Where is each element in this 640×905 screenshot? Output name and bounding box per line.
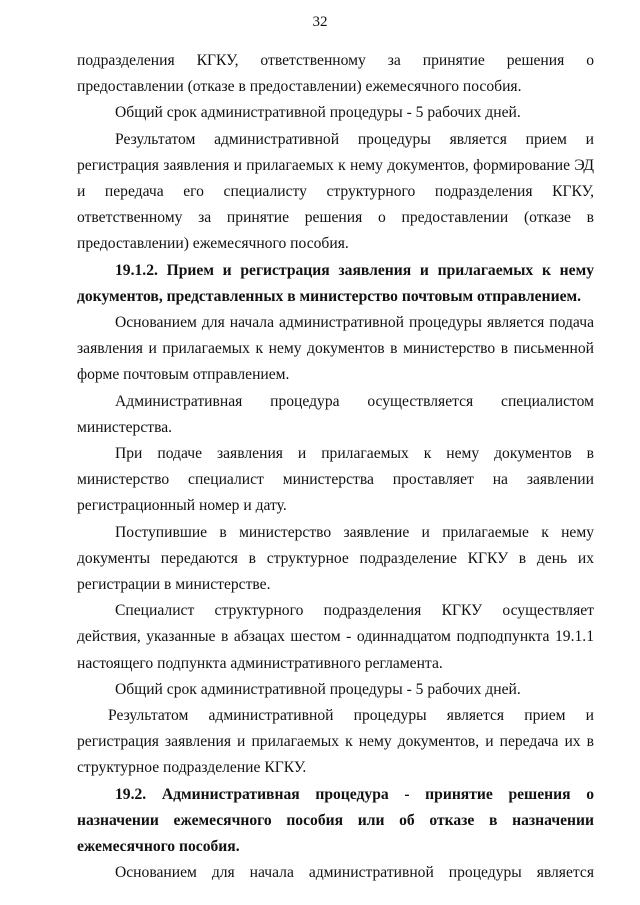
paragraph-total-term-2: Общий срок административной процедуры - 5 рабочих дней. [115, 680, 521, 698]
paragraph-continuation: подразделения КГКУ, ответственному за принятие решения о предоставлении (отказе в предоставлении) ежемесячного пособия. [77, 52, 594, 96]
paragraph-result-2: Результатом административной процедуры является прием и регистрация заявления и прилагаемых к нему документов, и передача их в структурное подразделение КГКУ. [77, 707, 594, 777]
section-heading-19-2: 19.2. Административная процедура - принятие решения о назначении ежемесячного пособия или об отказе в назначении ежемесячного пособия. [77, 785, 594, 856]
paragraph-result: Результатом административной процедуры является прием и регистрация заявления и прилагаемых к нему документов, формирование ЭД и передача его специалисту структурного подразделения КГКУ, ответственному за принятие решения о предоставлении (отказе в предоставлении) ежемесячного пособия. [77, 130, 594, 253]
paragraph-registration: При подаче заявления и прилагаемых к нему документов в министерство специалист министерства проставляет на заявлении регистрационный номер и дату. [77, 445, 594, 515]
document-body [77, 48, 594, 887]
section-heading-19-1-2: 19.1.2. Прием и регистрация заявления и прилагаемых к нему документов, представленных в министерство почтовым отправлением. [77, 261, 594, 305]
paragraph-specialist-actions: Специалист структурного подразделения КГКУ осуществляет действия, указанные в абзацах шестом - одиннадцатом подподпункта 19.1.1 настоящего подпункта административного регламента. [77, 602, 594, 672]
paragraph-performer: Административная процедура осуществляется специалистом министерства. [77, 392, 594, 436]
page-number: 32 [312, 14, 328, 30]
paragraph-total-term: Общий срок административной процедуры - 5 рабочих дней. [115, 104, 521, 122]
paragraph-basis: Основанием для начала административной процедуры является подача заявления и прилагаемых к нему документов в министерство в письменной форме почтовым отправлением. [77, 314, 594, 384]
paragraph-basis-2: Основанием для начала административной процедуры является [115, 864, 594, 882]
paragraph-transfer: Поступившие в министерство заявление и прилагаемые к нему документы передаются в структурное подразделение КГКУ в день их регистрации в министерстве. [77, 523, 594, 594]
